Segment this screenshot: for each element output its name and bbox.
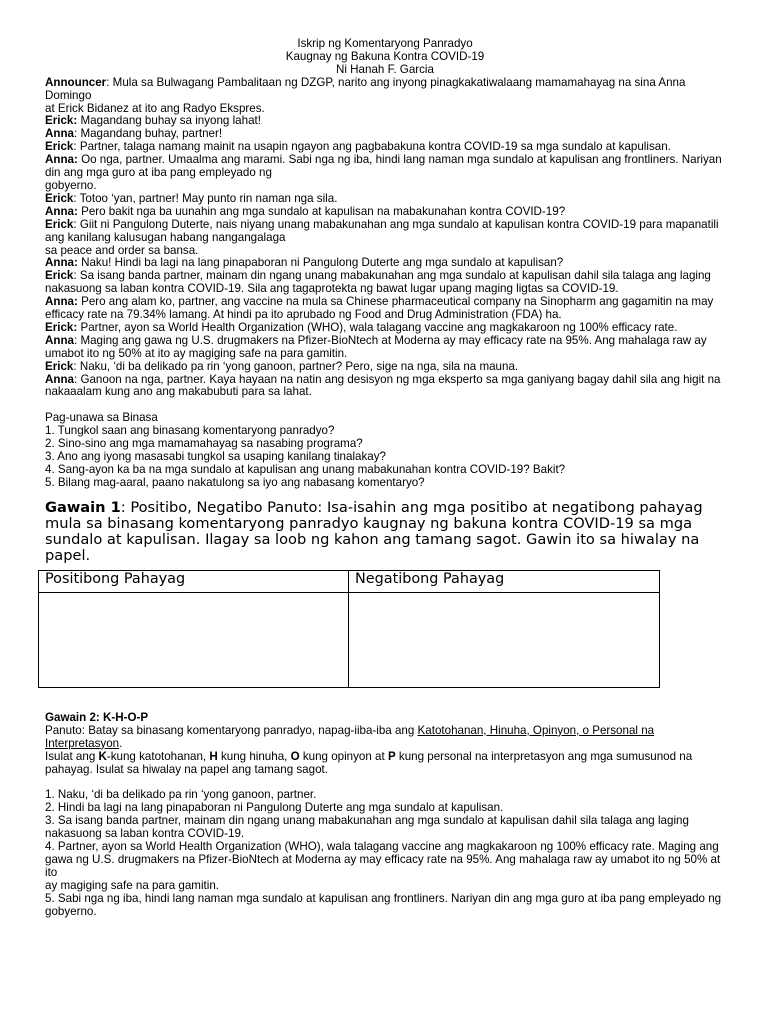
dialogue-text: Mula sa Bulwagang Pambalitaan ng DZGP, narito ang inyong pinagkakatiwalaang mamamahayag na sina Anna Domingo (45, 75, 686, 102)
gawain2-items (45, 789, 725, 918)
dialogue-text: efficacy rate na 79.34% lamang. At hindi pa ito aprubado ng Food and Drug Administration (FDA) ha. (45, 308, 562, 322)
question-item: 1. Tungkol saan ang binasang komentaryong panradyo? (45, 424, 335, 438)
speaker-separator: : (106, 75, 110, 89)
speaker-name: Erick: (45, 320, 78, 334)
letter-p: P (387, 749, 396, 763)
gawain2-instructions-line1 (45, 725, 725, 751)
dialogue-text: din ang mga guro at iba pang empleyado ng (45, 166, 272, 180)
speaker-name: Erick (45, 217, 74, 231)
dialogue-text: Pero ang alam ko, partner, ang vaccine na mula sa Chinese pharmaceutical company na Sinopharm ang gagamitin na may (81, 295, 714, 309)
speaker-separator: : (73, 127, 78, 141)
document-page (45, 38, 725, 564)
question-item: 4. Sang-ayon ka ba na mga sundalo at kapulisan ang unang mabakunahan kontra COVID-19? Bakit? (45, 462, 566, 476)
question-item: 2. Sino-sino ang mga mamamahayag sa nasabing programa? (45, 437, 363, 451)
positive-answer-cell[interactable] (39, 593, 349, 688)
speaker-separator: : (73, 372, 78, 386)
speaker-separator: : (73, 191, 77, 205)
gawain1-text: : Positibo, Negatibo Panuto: Isa-isahin ang mga positibo at negatibong pahayag mula sa binasang komentaryong panradyo kaugnay ng bakuna kontra COVID-19 sa mga sundalo at kapulisan. Ilagay sa loob ng kahon ang tamang sagot. Gawin ito sa hiwalay na papel. (45, 498, 703, 564)
document-subtitle: Kaugnay ng Bakuna Kontra COVID-19 (285, 49, 485, 63)
speaker-name: Erick (45, 191, 74, 205)
speaker-separator: : (73, 269, 77, 283)
speaker-name: Erick (45, 359, 74, 373)
speaker-name: Erick (45, 140, 74, 154)
gawain1-label: Gawain 1 (45, 498, 121, 516)
panuto-text: Panuto: Batay sa binasang komentaryong panradyo, napag-iiba-iba ang (45, 723, 418, 737)
speaker-name: Anna: (45, 153, 78, 167)
negative-answer-cell[interactable] (349, 593, 660, 688)
dialogue-text: Oo nga, partner. Umaalma ang marami. Sabi nga ng iba, hindi lang naman mga sundalo at kapulisan ang frontliners. Nariyan (81, 153, 722, 167)
khop-item: nakasuong sa laban kontra COVID-19. (45, 827, 245, 841)
dialogue-text: Naku! Hindi ba lagi na lang pinapaboran ni Pangulong Duterte ang mga sundalo at kapulisan? (81, 256, 564, 270)
gawain1-instructions (45, 500, 725, 564)
document-author: Ni Hanah F. Garcia (336, 62, 434, 76)
khop-item: ay magiging safe na para gamitin. (45, 878, 220, 892)
khop-categories: Katotohanan, Hinuha, Opinyon, o Personal na Interpretasyon (45, 723, 655, 750)
dialogue-text: umabot ito ng 50% at ito ay magiging safe na para gamitin. (45, 346, 348, 360)
document-header (45, 38, 725, 77)
script-line (45, 167, 725, 180)
instruction-text: kung opinyon at (299, 749, 388, 763)
gawain2-heading: Gawain 2: K-H-O-P (45, 711, 149, 724)
speaker-name: Anna: (45, 256, 78, 270)
speaker-name: Erick (45, 269, 74, 283)
question-item: 5. Bilang mag-aaral, paano nakatulong sa iyo ang nabasang komentaryo? (45, 475, 425, 489)
speaker-separator: : (73, 359, 77, 373)
dialogue-text: Sa isang banda partner, mainam din ngang unang mabakunahan ang mga sundalo at kapulisan dahil sila talaga ang laging (79, 269, 711, 283)
instruction-text: Isulat ang (45, 749, 99, 763)
speaker-separator: : (73, 140, 77, 154)
dialogue-text: Totoo ‘yan, partner! May punto rin naman nga sila. (79, 191, 338, 205)
speaker-name: Anna: (45, 295, 78, 309)
dialogue-text: nakaaalam kung ano ang makabubuti para sa lahat. (45, 385, 312, 399)
speaker-name: Erick: (45, 114, 78, 128)
dialogue-text: sa peace and order sa bansa. (45, 243, 199, 257)
khop-item: 5. Sabi nga ng iba, hindi lang naman mga sundalo at kapulisan ang frontliners. Nariyan din ang mga guro at iba pang empleyado ng (45, 891, 722, 905)
table-header-row (39, 571, 660, 593)
gawain2-instructions-line3: pahayag. Isulat sa hiwalay na papel ang tamang sagot. (45, 762, 328, 776)
speaker-name: Anna (45, 333, 74, 347)
speaker-name: Anna (45, 372, 74, 386)
khop-item: 3. Sa isang banda partner, mainam din ngang unang mabakunahan ang mga sundalo at kapulisan dahil sila talaga ang laging (45, 814, 689, 828)
dialogue-text: Partner, talaga namang mainit na usapin ngayon ang pagbabakuna kontra COVID-19 sa mga sundalo at kapulisan. (79, 140, 671, 154)
khop-item: 1. Naku, ‘di ba delikado pa rin ‘yong ganoon, partner. (45, 788, 317, 802)
gawain2-instructions-line2 (45, 751, 725, 764)
dialogue-text: Giit ni Pangulong Duterte, nais niyang unang mabakunahan ang mga sundalo at kapulisan kontra COVID-19 para mapanatili (79, 217, 719, 231)
instruction-text: kung hinuha, (217, 749, 291, 763)
speaker-name: Anna: (45, 204, 78, 218)
instruction-text: kung personal na interpretasyon ang mga sumusunod na (395, 749, 693, 763)
dialogue-text: Magandang buhay sa inyong lahat! (80, 114, 261, 128)
khop-item: 2. Hindi ba lagi na lang pinapaboran ni Pangulong Duterte ang mga sundalo at kapulisan. (45, 801, 504, 815)
speaker-separator: : (73, 217, 77, 231)
radio-script (45, 77, 725, 400)
dialogue-text: nakasuong sa laban kontra COVID-19. Sila ang tagaprotekta ng bawat lugar upang maging ligtas sa COVID-19. (45, 282, 619, 296)
dialogue-text: Pero bakit nga ba uunahin ang mga sundalo at kapulisan na mabakunahan kontra COVID-19? (81, 204, 566, 218)
panuto-end: . (119, 736, 123, 750)
comprehension-heading: Pag-unawa sa Binasa (45, 411, 158, 425)
dialogue-text: ang kanilang kalusugan habang nangangalaga (45, 230, 286, 244)
script-line (45, 386, 725, 399)
dialogue-text: Ganoon na nga, partner. Kaya hayaan na natin ang desisyon ng mga eksperto sa mga ganiyang bagay dahil sila ang higit na (80, 372, 721, 386)
khop-item: 4. Partner, ayon sa World Health Organization (WHO), wala talagang vaccine ang magkakaroon ng 100% efficacy rate. Maging ang (45, 840, 719, 854)
khop-item: gawa ng U.S. drugmakers na Pfizer-BioNtech at Moderna ay may efficacy rate na 95%. Ang mahalaga raw ay umabot ito ng 50% at ito (45, 852, 721, 879)
negative-column-header: Negatibong Pahayag (349, 571, 660, 593)
script-line (45, 77, 725, 103)
positive-negative-table (38, 570, 660, 688)
table-answer-row (39, 593, 660, 688)
speaker-separator: : (73, 333, 78, 347)
dialogue-text: Naku, ‘di ba delikado pa rin ‘yong ganoon, partner? Pero, sige na nga, sila na mauna. (79, 359, 519, 373)
positive-column-header: Positibong Pahayag (39, 571, 349, 593)
dialogue-text: at Erick Bidanez at ito ang Radyo Ekspres. (45, 101, 265, 115)
speaker-name: Anna (45, 127, 74, 141)
document-title: Iskrip ng Komentaryong Panradyo (297, 37, 473, 50)
letter-o: O (290, 749, 300, 763)
question-item: 3. Ano ang iyong masasabi tungkol sa usaping kanilang tinalakay? (45, 449, 386, 463)
speaker-name: Announcer (45, 75, 107, 89)
dialogue-text: Partner, ayon sa World Health Organization (WHO), wala talagang vaccine ang magkakaroon ng 100% efficacy rate. (80, 320, 678, 334)
letter-k: K (98, 749, 107, 763)
comprehension-section (45, 412, 725, 489)
dialogue-text: Magandang buhay, partner! (80, 127, 223, 141)
khop-item: gobyerno. (45, 904, 97, 918)
dialogue-text: gobyerno. (45, 178, 97, 192)
dialogue-text: Maging ang gawa ng U.S. drugmakers na Pfizer-BioNtech at Moderna ay may efficacy rate na 95%. Ang mahalaga raw ay (80, 333, 707, 347)
letter-h: H (209, 749, 218, 763)
gawain2-section (45, 712, 725, 918)
instruction-text: -kung katotohanan, (106, 749, 210, 763)
